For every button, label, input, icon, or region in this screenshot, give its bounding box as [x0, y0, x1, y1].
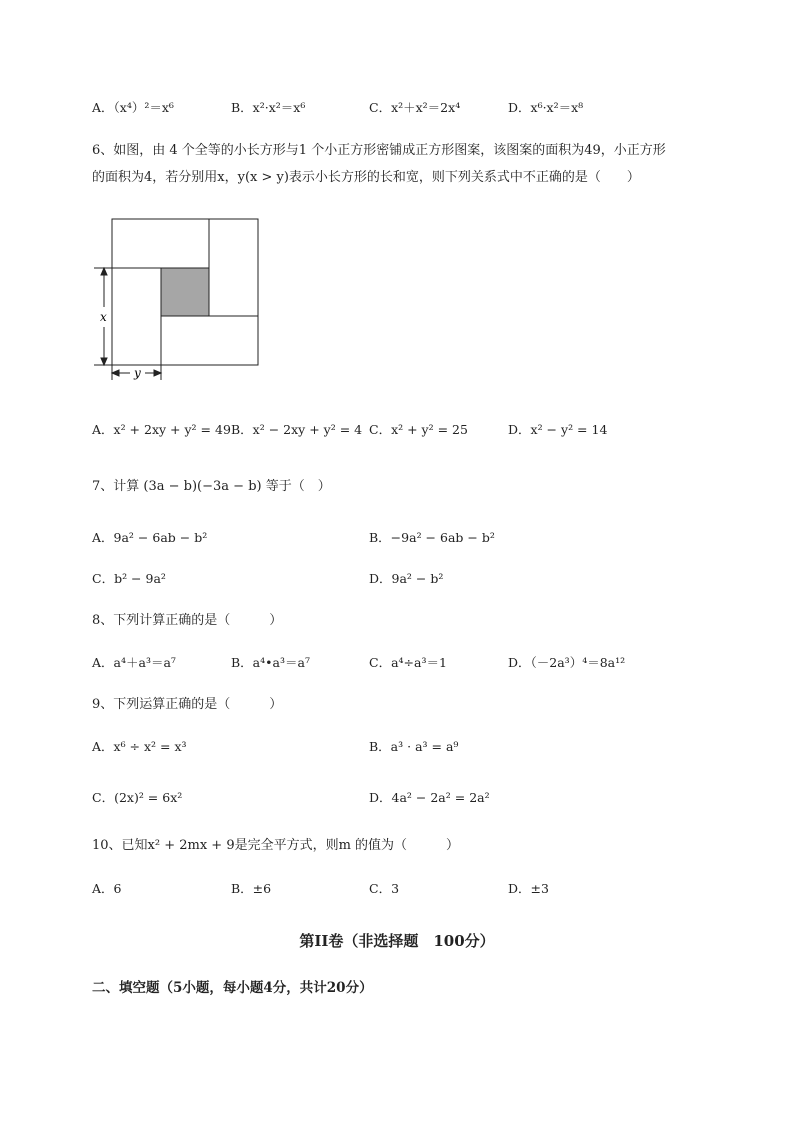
- q6-option-b: B．x² − 2xy + y² = 4: [231, 422, 363, 437]
- fig-label-y: y: [134, 366, 141, 380]
- q6-option-a: A．x² + 2xy + y² = 49: [92, 422, 231, 437]
- q8-stem: 8、下列计算正确的是（ ）: [92, 613, 283, 628]
- q8-option-c: C．a⁴÷a³＝1: [369, 655, 447, 670]
- q6-option-d: D．x² − y² = 14: [508, 422, 608, 437]
- q5-option-d: D．x⁶·x²＝x⁸: [508, 100, 584, 115]
- q7-option-b: B．−9a² − 6ab − b²: [369, 530, 495, 545]
- fig-label-x: x: [100, 310, 107, 324]
- q6-stem-line1: 6、如图，由 4 个全等的小长方形与1 个小正方形密铺成正方形图案，该图案的面积为49，小正方形: [92, 143, 666, 158]
- q10-stem: 10、已知x² + 2mx + 9是完全平方式，则m 的值为（ ）: [92, 838, 460, 853]
- q6-stem-line2: 的面积为4，若分别用x，y(x > y)表示小长方形的长和宽，则下列关系式中不正确的是（ ）: [92, 170, 640, 185]
- q6-option-c: C．x² + y² = 25: [369, 422, 468, 437]
- q9-option-a: A．x⁶ ÷ x² = x³: [92, 739, 187, 754]
- q7-option-c: C．b² − 9a²: [92, 571, 166, 586]
- section-title: 第II卷（非选择题 100分）: [299, 932, 495, 950]
- q8-option-d: D．（－2a³）⁴＝8a¹²: [508, 655, 626, 670]
- q7-option-a: A．9a² − 6ab − b²: [92, 530, 208, 545]
- q8-option-a: A．a⁴＋a³＝a⁷: [92, 655, 176, 670]
- q10-option-a: A．6: [92, 881, 122, 896]
- q6-figure: [90, 215, 265, 385]
- q5-option-a: A．（x⁴）²＝x⁶: [92, 100, 174, 115]
- q9-option-d: D．4a² − 2a² = 2a²: [369, 790, 490, 805]
- q10-option-d: D．±3: [508, 881, 549, 896]
- small-square: [161, 268, 209, 316]
- q7-stem: 7、计算 (3a − b)(−3a − b) 等于（ ）: [92, 479, 331, 494]
- q9-option-c: C．(2x)² = 6x²: [92, 790, 183, 805]
- q9-stem: 9、下列运算正确的是（ ）: [92, 697, 283, 712]
- q7-option-d: D．9a² − b²: [369, 571, 444, 586]
- q5-option-c: C．x²＋x²＝2x⁴: [369, 100, 461, 115]
- q9-option-b: B．a³ · a³ = a⁹: [369, 739, 459, 754]
- q8-option-b: B．a⁴•a³＝a⁷: [231, 655, 310, 670]
- section-subtitle: 二、填空题（5小题，每小题4分，共计20分）: [92, 980, 373, 996]
- q5-option-b: B．x²·x²＝x⁶: [231, 100, 306, 115]
- q10-option-c: C．3: [369, 881, 400, 896]
- q10-option-b: B．±6: [231, 881, 272, 896]
